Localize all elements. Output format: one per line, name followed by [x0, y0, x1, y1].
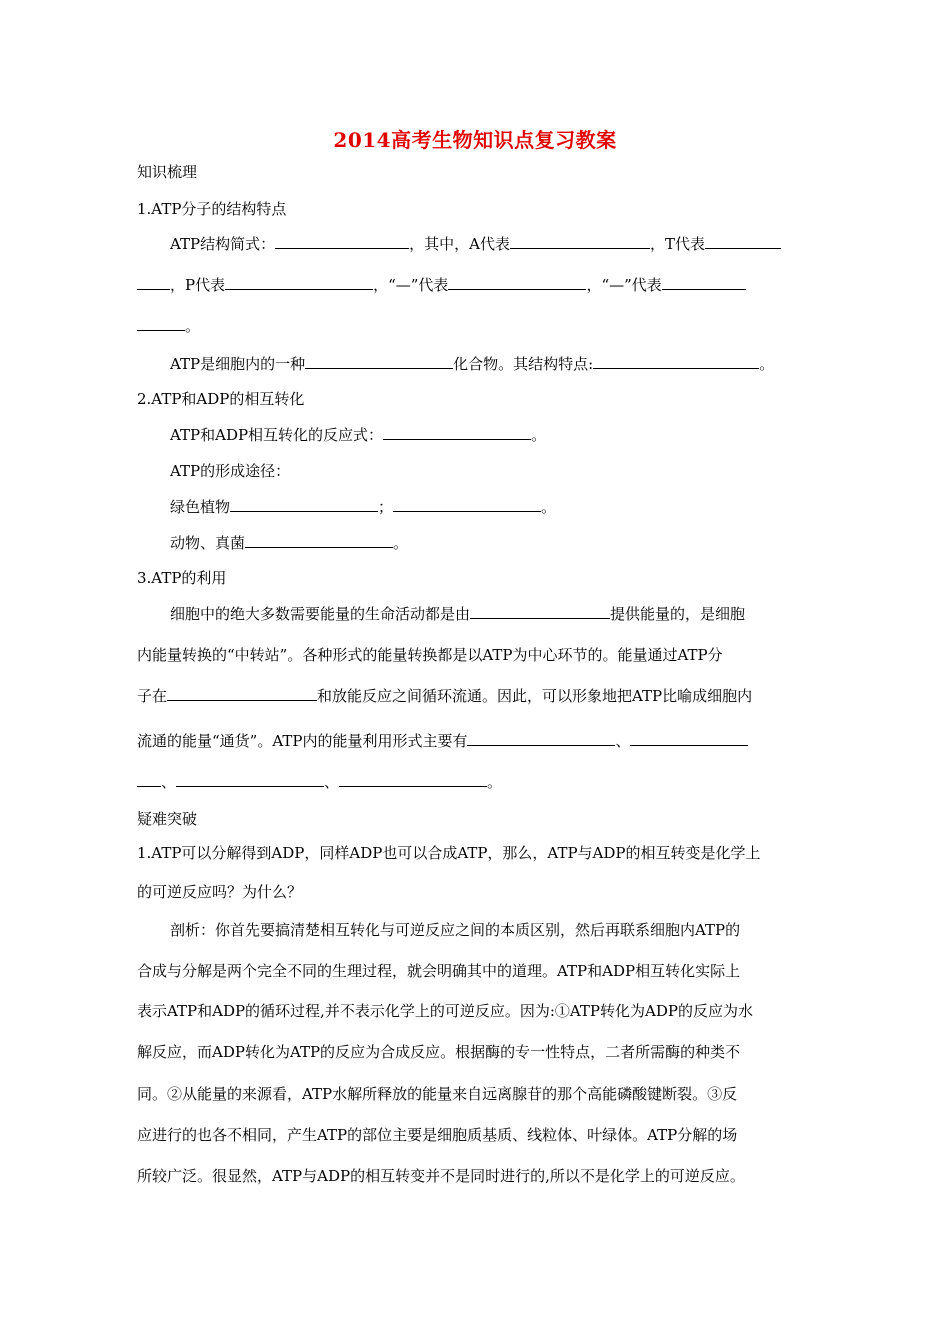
s3-para-line1: 细胞中的绝大多数需要能量的生命活动都是由 提供能量的，是细胞 [170, 605, 746, 623]
s3-para-line3: 子在 和放能反应之间循环流通。因此，可以形象地把ATP比喻成细胞内 [137, 687, 753, 705]
s2-line2: ATP的形成途径： [170, 462, 291, 480]
blank-line [137, 772, 161, 787]
blank-line [705, 234, 781, 249]
q1-answer-line1: 剖析：你首先要搞清楚相互转化与可逆反应之间的本质区别，然后再联系细胞内ATP的 [170, 921, 741, 939]
q1-answer-line5: 同。②从能量的来源看，ATP水解所释放的能量来自远离腺苷的那个高能磷酸键断裂。③反 [137, 1085, 738, 1103]
blank-line [662, 275, 746, 290]
s1-heading: 1.ATP分子的结构特点 [137, 200, 287, 218]
blank-line [137, 316, 185, 331]
blank-line [225, 275, 373, 290]
s2-line3: 绿色植物 ； 。 [170, 498, 557, 516]
blank-line [339, 772, 487, 787]
s3-para-line5: 、 、 。 [137, 772, 502, 792]
s1-line4: ATP是细胞内的一种 化合物。其结构特点: 。 [170, 355, 775, 373]
section-heading-knowledge: 知识梳理 [137, 163, 198, 181]
blank-line [448, 275, 586, 290]
blank-line [630, 731, 748, 746]
section-heading-difficulty: 疑难突破 [137, 810, 198, 828]
blank-line [245, 533, 393, 548]
s3-para-line4: 流通的能量“通货”。ATP内的能量利用形式主要有 、 [137, 731, 748, 751]
document-title: 2014高考生物知识点复习教案 [333, 128, 617, 152]
blank-line [230, 497, 378, 512]
s1-line2: ，P代表 ，“—”代表 ，“—”代表 [137, 275, 746, 295]
s1-line1: ATP结构简式： ，其中，A代表 ，T代表 [170, 234, 781, 254]
blank-line [176, 772, 324, 787]
blank-line [470, 604, 610, 619]
s3-heading: 3.ATP的利用 [137, 569, 227, 587]
s2-line4: 动物、真菌 。 [170, 534, 409, 552]
blank-line [393, 497, 541, 512]
blank-line [467, 731, 615, 746]
s3-para-line2: 内能量转换的“中转站”。各种形式的能量转换都是以ATP为中心环节的。能量通过ATP分 [137, 646, 723, 664]
blank-line [593, 354, 759, 369]
blank-line [167, 686, 317, 701]
blank-line [510, 234, 650, 249]
blank-line [275, 234, 409, 249]
q1-answer-line7: 所较广泛。很显然，ATP与ADP的相互转变并不是同时进行的,所以不是化学上的可逆反应。 [137, 1167, 745, 1185]
q1-answer-line6: 应进行的也各不相同，产生ATP的部位主要是细胞质基质、线粒体、叶绿体。ATP分解的场 [137, 1126, 738, 1144]
blank-line [383, 425, 531, 440]
blank-line [305, 354, 453, 369]
q1-answer-line2: 合成与分解是两个完全不同的生理过程，就会明确其中的道理。ATP和ADP相互转化实际上 [137, 962, 741, 980]
q1-answer-line3: 表示ATP和ADP的循环过程,并不表示化学上的可逆反应。因为:①ATP转化为ADP的反应为水 [137, 1002, 753, 1020]
q1-answer-line4: 解反应，而ADP转化为ATP的反应为合成反应。根据酶的专一性特点，二者所需酶的种类不 [137, 1043, 741, 1061]
q1-line2: 的可逆反应吗？为什么？ [137, 883, 303, 901]
s2-heading: 2.ATP和ADP的相互转化 [137, 390, 305, 408]
s2-line1: ATP和ADP相互转化的反应式： 。 [170, 426, 547, 444]
q1-line1: 1.ATP可以分解得到ADP，同样ADP也可以合成ATP，那么，ATP与ADP的相互转变是化学上 [137, 844, 761, 862]
blank-line [137, 275, 170, 290]
s1-line3: 。 [137, 316, 200, 336]
